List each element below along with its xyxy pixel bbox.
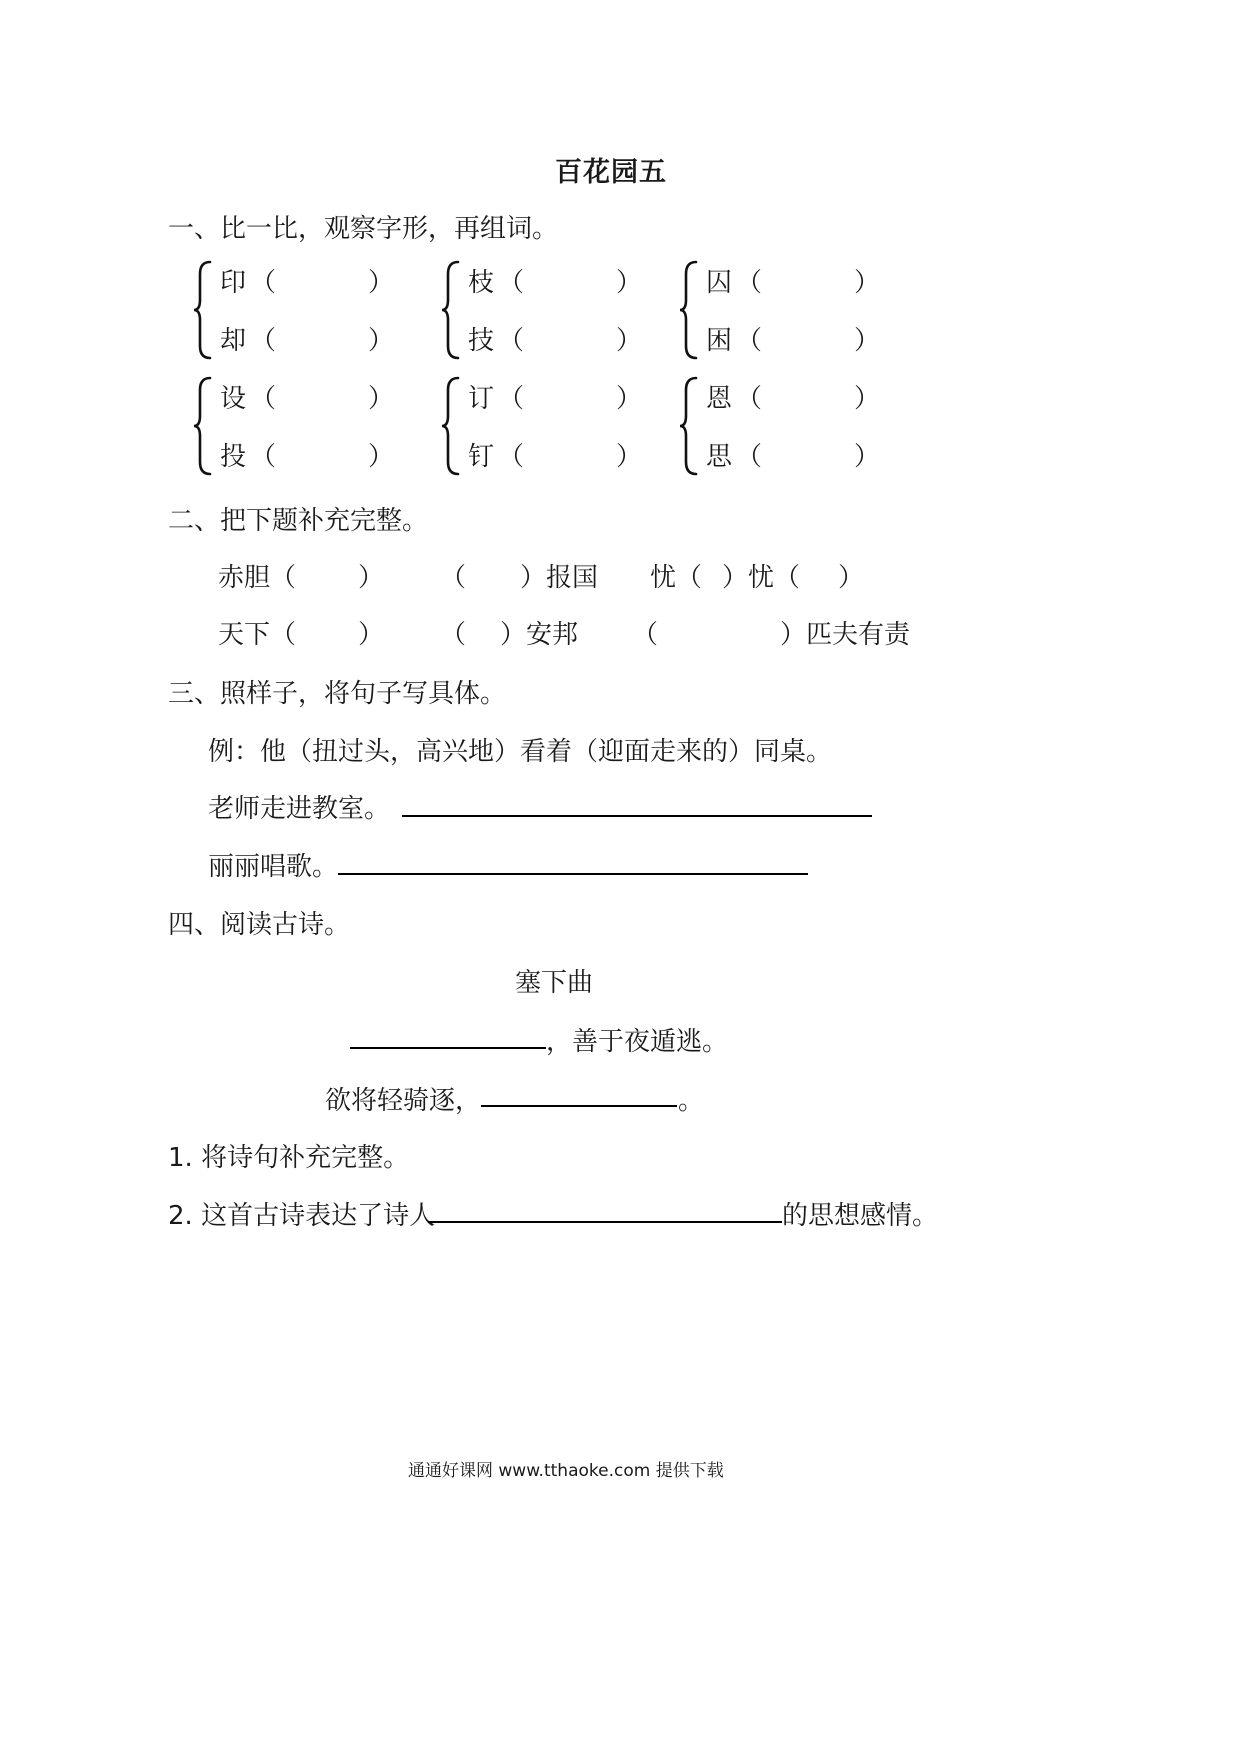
poem-line-2-suffix: 。 <box>678 1086 705 1116</box>
idiom-6-suffix: ）匹夫有责 <box>780 620 911 650</box>
open-paren: （ <box>736 268 763 298</box>
word-pair-group <box>678 376 908 486</box>
open-paren: （ <box>498 268 525 298</box>
idiom-1-prefix: 赤胆（ <box>218 563 297 593</box>
brace-icon <box>440 376 462 476</box>
word-pair-group <box>192 260 422 370</box>
close-paren: ） <box>368 384 395 414</box>
footer-credit: 通通好课网 www.tthaoke.com 提供下载 <box>408 1461 724 1481</box>
word-pair-row <box>468 320 643 357</box>
character: 投 <box>220 442 247 472</box>
idiom-4-close: ） <box>358 620 385 650</box>
brace-icon <box>678 260 700 360</box>
close-paren: ） <box>368 268 395 298</box>
question-2-blank[interactable] <box>428 1221 782 1223</box>
word-pair-group <box>440 260 670 370</box>
close-paren: ） <box>368 442 395 472</box>
answer-blank[interactable] <box>250 436 395 473</box>
character: 恩 <box>706 384 733 414</box>
section4-heading: 四、阅读古诗。 <box>168 910 351 940</box>
answer-blank[interactable] <box>250 320 395 357</box>
open-paren: （ <box>250 326 277 356</box>
open-paren: （ <box>250 268 277 298</box>
brace-icon <box>440 260 462 360</box>
character: 钉 <box>468 442 495 472</box>
close-paren: ） <box>854 268 881 298</box>
answer-blank[interactable] <box>736 262 881 299</box>
character: 设 <box>220 384 247 414</box>
open-paren: （ <box>250 442 277 472</box>
character: 印 <box>220 268 247 298</box>
answer-blank[interactable] <box>498 436 643 473</box>
answer-blank[interactable] <box>498 320 643 357</box>
brace-icon <box>678 376 700 476</box>
question-1: 1. 将诗句补充完整。 <box>168 1143 410 1173</box>
question-2-prefix: 2. 这首古诗表达了诗人 <box>168 1201 436 1231</box>
section2-heading: 二、把下题补充完整。 <box>168 506 429 536</box>
word-pair-row <box>706 262 881 299</box>
close-paren: ） <box>854 384 881 414</box>
character: 思 <box>706 442 733 472</box>
answer-line-2[interactable] <box>338 873 808 875</box>
open-paren: （ <box>736 384 763 414</box>
example-sentence: 例：他（扭过头，高兴地）看着（迎面走来的）同桌。 <box>208 737 833 767</box>
word-pair-row <box>468 378 643 415</box>
answer-line-1[interactable] <box>402 815 872 817</box>
brace-icon <box>678 260 700 360</box>
brace-icon <box>440 376 462 476</box>
character: 枝 <box>468 268 495 298</box>
answer-blank[interactable] <box>250 262 395 299</box>
open-paren: （ <box>736 326 763 356</box>
word-pair-row <box>468 436 643 473</box>
poem-line-1: ，善于夜遁逃。 <box>546 1027 729 1057</box>
answer-blank[interactable] <box>736 320 881 357</box>
sentence-prompt-2: 丽丽唱歌。 <box>208 852 339 882</box>
word-pair-row <box>220 378 395 415</box>
page-title: 百花园五 <box>555 157 667 188</box>
idiom-1-close: ） <box>358 563 385 593</box>
open-paren: （ <box>498 384 525 414</box>
idiom-3-part2: ）忧（ <box>722 563 801 593</box>
open-paren: （ <box>736 442 763 472</box>
character: 却 <box>220 326 247 356</box>
open-paren: （ <box>498 442 525 472</box>
answer-blank[interactable] <box>250 378 395 415</box>
poem-blank-2[interactable] <box>481 1105 677 1107</box>
word-pair-row <box>220 436 395 473</box>
idiom-6-open: （ <box>632 620 659 650</box>
section1-heading: 一、比一比，观察字形，再组词。 <box>168 214 559 244</box>
word-pair-row <box>706 436 881 473</box>
idiom-2-suffix: ）报国 <box>520 563 599 593</box>
answer-blank[interactable] <box>736 436 881 473</box>
answer-blank[interactable] <box>498 262 643 299</box>
brace-icon <box>192 376 214 476</box>
section3-heading: 三、照样子，将句子写具体。 <box>168 679 507 709</box>
brace-icon <box>440 260 462 360</box>
close-paren: ） <box>616 268 643 298</box>
word-pair-group <box>440 376 670 486</box>
character: 订 <box>468 384 495 414</box>
poem-blank-1[interactable] <box>350 1047 546 1049</box>
character: 技 <box>468 326 495 356</box>
answer-blank[interactable] <box>736 378 881 415</box>
idiom-4-prefix: 天下（ <box>218 620 297 650</box>
word-pair-row <box>706 378 881 415</box>
open-paren: （ <box>498 326 525 356</box>
brace-icon <box>678 376 700 476</box>
close-paren: ） <box>368 326 395 356</box>
idiom-3-close: ） <box>838 563 865 593</box>
brace-icon <box>192 260 214 360</box>
sentence-prompt-1: 老师走进教室。 <box>208 794 391 824</box>
brace-icon <box>192 260 214 360</box>
word-pair-row <box>468 262 643 299</box>
brace-icon <box>192 376 214 476</box>
close-paren: ） <box>616 326 643 356</box>
word-pair-row <box>220 262 395 299</box>
character: 囚 <box>706 268 733 298</box>
open-paren: （ <box>250 384 277 414</box>
word-pair-group <box>678 260 908 370</box>
question-2-suffix: 的思想感情。 <box>782 1201 939 1231</box>
idiom-5-suffix: ）安邦 <box>500 620 579 650</box>
word-pair-row <box>706 320 881 357</box>
poem-title: 塞下曲 <box>515 968 594 998</box>
close-paren: ） <box>854 326 881 356</box>
idiom-5-open: （ <box>440 620 467 650</box>
close-paren: ） <box>616 442 643 472</box>
character: 困 <box>706 326 733 356</box>
close-paren: ） <box>854 442 881 472</box>
answer-blank[interactable] <box>498 378 643 415</box>
word-pair-row <box>220 320 395 357</box>
poem-line-2-prefix: 欲将轻骑逐， <box>325 1086 482 1116</box>
close-paren: ） <box>616 384 643 414</box>
idiom-row-2 <box>218 614 938 648</box>
idiom-3-part1: 忧（ <box>650 563 703 593</box>
idiom-2-open: （ <box>440 563 467 593</box>
idiom-row-1 <box>218 557 918 591</box>
word-pair-group <box>192 376 422 486</box>
